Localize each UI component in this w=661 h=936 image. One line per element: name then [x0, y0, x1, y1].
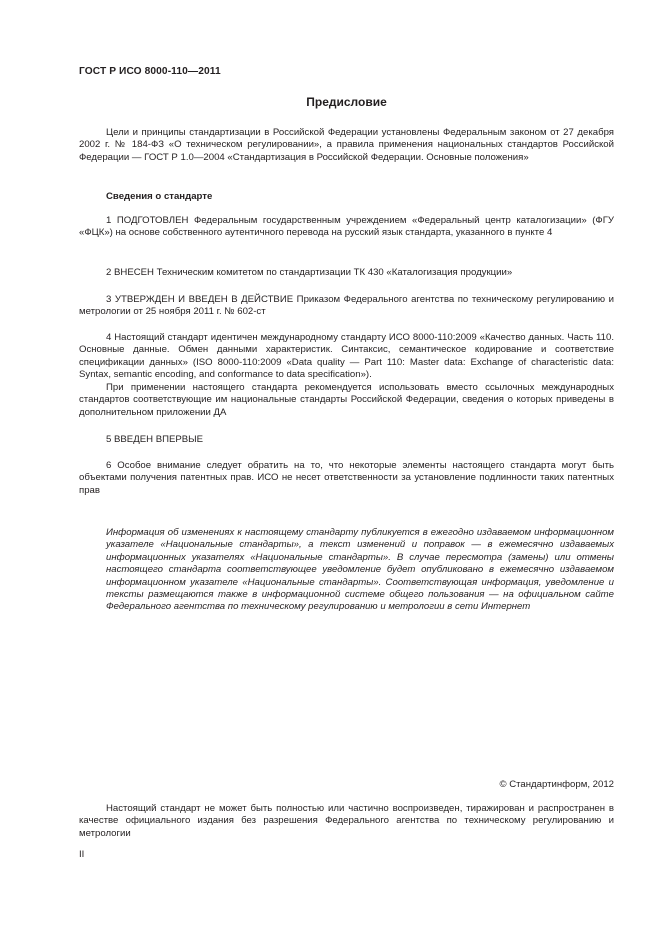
info-notice-paragraph: Информация об изменениях к настоящему стандарту публикуется в ежегодно издаваемом информационном указателе «Национальные стандарты», а текст изменений и поправок — в ежемесячно издаваемых информационных указателях «Национальные стандарты». В случае пересмотра (замены) или отмены настоящего стандарта соответствующее уведомление будет опубликовано в ежемесячно издаваемом информационном указателе «Национальные стандарты». Соответствующая информация, уведомление и тексты размещаются также в информационной системе общего пользования — на официальном сайте Федерального агентства по техническому регулированию и метрологии в сети Интернет [106, 527, 614, 613]
info-item-5: 5 ВВЕДЕН ВПЕРВЫЕ [106, 434, 204, 445]
preface-intro-paragraph: Цели и принципы стандартизации в Российской Федерации установлены Федеральным законом от 27 декабря 2002 г. № 184-ФЗ «О техническом регулировании», а правила применения национальных стандартов Российской Федерации — ГОСТ Р 1.0—2004 «Стандартизация в Российской Федерации. Основные положения» [79, 127, 614, 163]
copyright-line: © Стандартинформ, 2012 [499, 779, 614, 790]
info-item-6: 6 Особое внимание следует обратить на то, что некоторые элементы настоящего стандарта могут быть объектами получения патентных прав. ИСО не несет ответственности за установление подлинности таких патентных прав [79, 460, 614, 496]
preface-title: Предисловие [306, 95, 387, 109]
reproduction-notice: Настоящий стандарт не может быть полностью или частично воспроизведен, тиражирован и распространен в качестве официального издания без разрешения Федерального агентства по техническому регулированию и метрологии [79, 803, 614, 839]
standard-code-header: ГОСТ Р ИСО 8000-110—2011 [79, 66, 221, 77]
info-item-2: 2 ВНЕСЕН Техническим комитетом по стандартизации ТК 430 «Каталогизация продукции» [106, 267, 513, 278]
standard-info-subheading: Сведения о стандарте [106, 191, 213, 202]
info-item-4: 4 Настоящий стандарт идентичен международному стандарту ИСО 8000-110:2009 «Качество данных. Часть 110. Основные данные. Обмен данными характеристик. Синтаксис, семантическое кодирование и соответствие спецификации данных» (ISO 8000-110:2009 «Data quality — Part 110: Master data: Exchange of characteristic data: Syntax, semantic encoding, and conformance to data specification»). [79, 332, 614, 381]
info-item-3: 3 УТВЕРЖДЕН И ВВЕДЕН В ДЕЙСТВИЕ Приказом Федерального агентства по техническому регулированию и метрологии от 25 ноября 2011 г. № 602-ст [79, 294, 614, 318]
page-number: II [79, 849, 85, 860]
info-item-4-note: При применении настоящего стандарта рекомендуется использовать вместо ссылочных международных стандартов соответствующие им национальные стандарты Российской Федерации, сведения о которых приведены в дополнительном приложении ДА [79, 382, 614, 418]
info-item-1: 1 ПОДГОТОВЛЕН Федеральным государственным учреждением «Федеральный центр каталогизации» (ФГУ «ФЦК») на основе собственного аутентичного перевода на русский язык стандарта, указанного в пункте 4 [79, 215, 614, 239]
